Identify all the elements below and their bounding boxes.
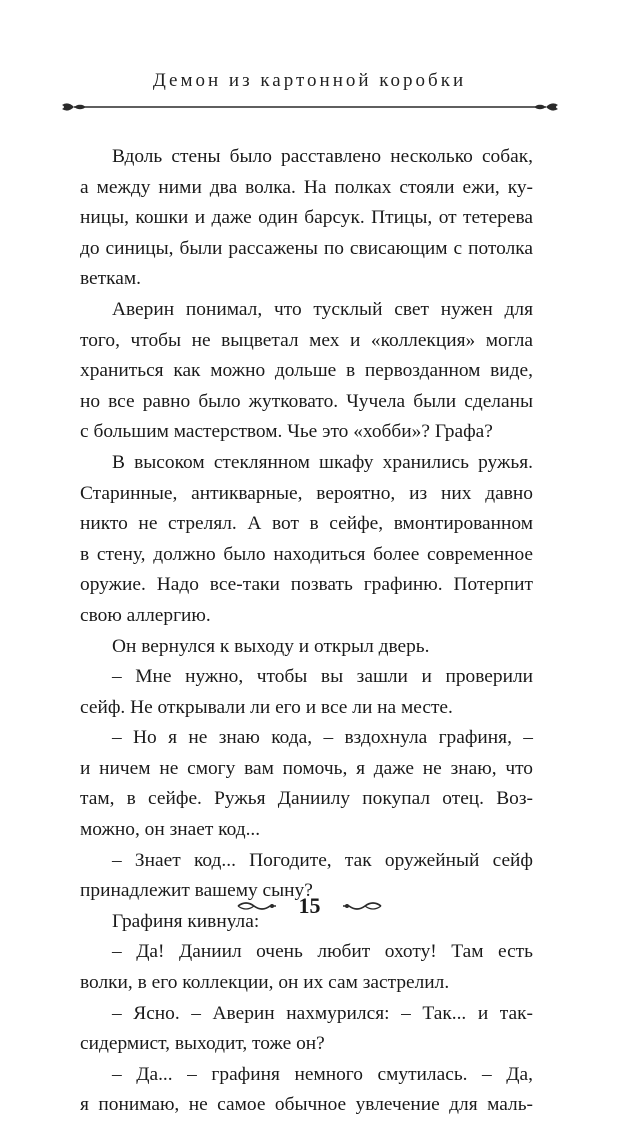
- text-line: Аверин понимал, что тусклый свет нужен для: [112, 298, 533, 320]
- text-line: сейф. Не открывали ли его и все ли на месте.: [80, 696, 453, 718]
- text-line: Старинные, антикварные, вероятно, из них давно: [80, 482, 533, 504]
- text-line: свою аллергию.: [80, 604, 211, 626]
- text-line: с большим мастерством. Чье это «хобби»? Графа?: [80, 421, 493, 443]
- text-line: можно, он знает код...: [80, 819, 261, 841]
- text-line: того, чтобы не выцветал мех и «коллекция» могла: [80, 329, 533, 351]
- text-line: – Знает код... Погодите, так оружейный сейф: [112, 849, 533, 871]
- text-line: Он вернулся к выходу и открыл дверь.: [112, 635, 430, 657]
- text-line: Графиня кивнула:: [112, 910, 260, 932]
- text-line: никто не стрелял. А вот в сейфе, вмонтированном: [80, 513, 533, 535]
- text-line: Вдоль стены было расставлено несколько собак,: [112, 146, 533, 167]
- text-line: волки, в его коллекции, он их сам застрелил.: [80, 972, 450, 994]
- text-line: В высоком стеклянном шкафу хранились ружья.: [112, 451, 533, 473]
- text-line: сидермист, выходит, тоже он?: [80, 1033, 325, 1055]
- text-line: оружие. Надо все-таки позвать графиню. Потерпит: [80, 574, 533, 596]
- text-line: храниться как можно дольше в первозданном виде,: [80, 360, 533, 382]
- text-line: до синицы, были рассажены по свисающим с потолка: [80, 237, 533, 259]
- ornamental-rule-icon: [60, 99, 560, 115]
- text-line: – Ясно. – Аверин нахмурился: – Так... и так-: [112, 1002, 533, 1024]
- text-line: ницы, кошки и даже один барсук. Птицы, от тетерева: [80, 207, 533, 229]
- text-line: – Но я не знаю кода, – вздохнула графиня, –: [112, 727, 533, 749]
- text-line: – Мне нужно, чтобы вы зашли и проверили: [112, 666, 533, 688]
- running-header-title: Демон из картонной коробки: [152, 70, 467, 91]
- text-line: я понимаю, не самое обычное увлечение для маль-: [80, 1094, 533, 1116]
- text-line: а между ними два волка. На полках стояли ежи, ку-: [80, 176, 533, 198]
- text-line: в стену, должно было находиться более современное: [80, 543, 533, 565]
- page-number: 15: [298, 893, 321, 918]
- right-flourish-icon: [341, 899, 383, 913]
- text-line: принадлежит вашему сыну?: [80, 880, 313, 902]
- text-line: – Да! Даниил очень любит охоту! Там есть: [112, 941, 533, 963]
- text-line: – Да... – графиня немного смутилась. – Да,: [112, 1063, 533, 1085]
- folio: [0, 893, 619, 919]
- text-line: там, в сейфе. Ружья Даниилу покупал отец. Воз-: [80, 788, 533, 810]
- body-text: [80, 142, 533, 1121]
- text-line: веткам.: [80, 268, 141, 290]
- text-line: и ничем не смогу вам помочь, я даже не знаю, что: [80, 757, 533, 779]
- text-line: но все равно было жутковато. Чучела были сделаны: [80, 390, 533, 412]
